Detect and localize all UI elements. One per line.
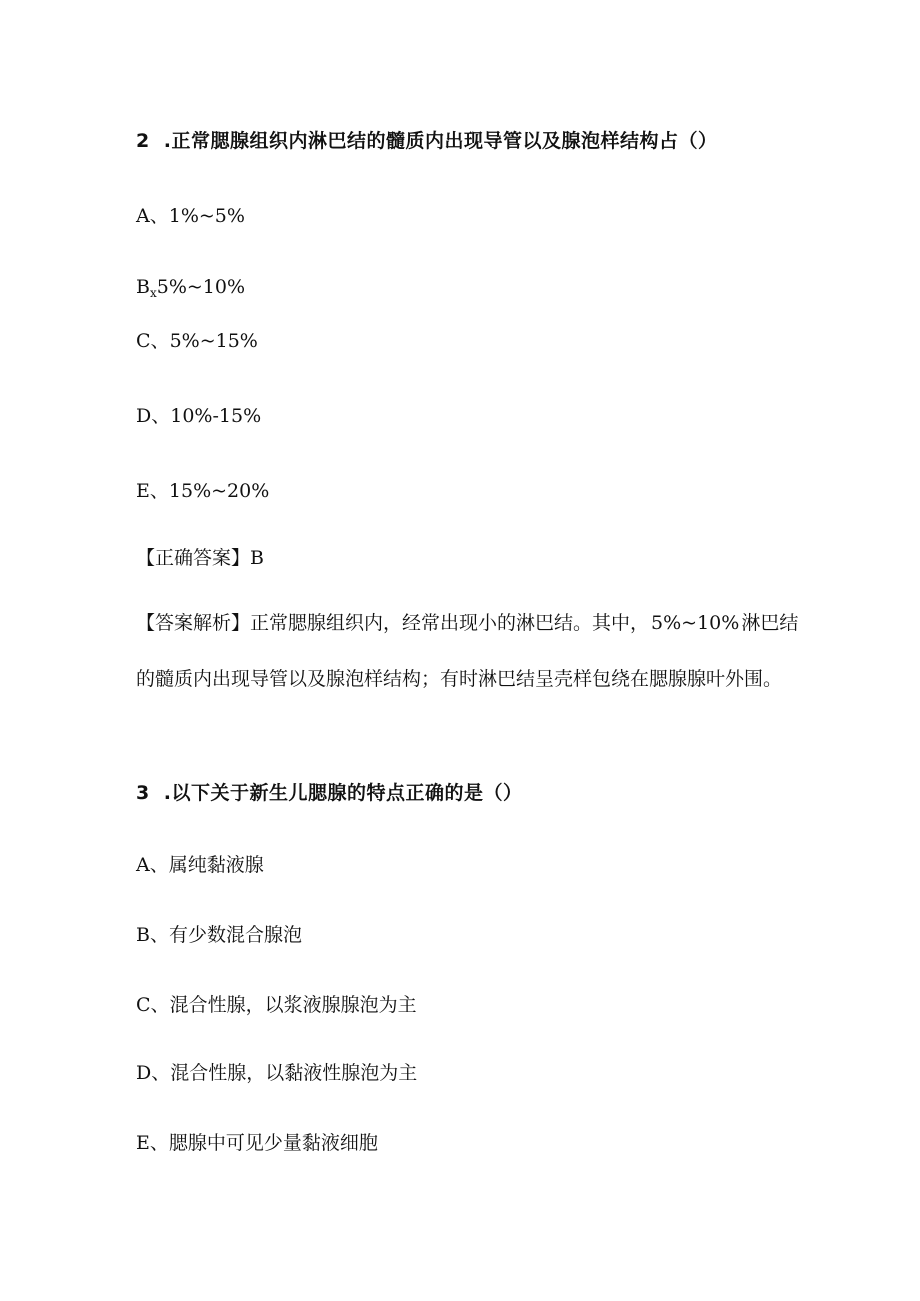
option-letter: E: [136, 1132, 150, 1154]
question-number: 3: [136, 782, 150, 804]
option-text: 5%~15%: [169, 330, 258, 352]
answer-value: B: [250, 547, 264, 569]
option-separator: 、: [151, 405, 171, 427]
q2-option-a[interactable]: [136, 201, 245, 228]
explanation-label: 【答案解析】: [136, 612, 251, 634]
option-text: 15%~20%: [168, 480, 270, 502]
option-letter: A: [136, 205, 150, 227]
explanation-line-1: [136, 595, 798, 651]
question-number: 2: [136, 130, 150, 152]
option-letter: D: [136, 1062, 152, 1084]
option-text: 腮腺中可见少量黏液细胞: [168, 1132, 378, 1154]
option-letter: B: [136, 276, 150, 298]
option-text: 1%~5%: [168, 205, 245, 227]
option-separator: x: [149, 286, 157, 300]
question-3-title: [136, 778, 522, 805]
answer-label: 【正确答案】: [136, 547, 251, 569]
explanation-percent: 5%~10%: [651, 612, 740, 634]
q2-explanation: [136, 595, 798, 707]
option-separator: 、: [150, 330, 170, 352]
q3-option-d[interactable]: [136, 1058, 417, 1085]
option-text: 混合性腺，以浆液腺腺泡为主: [169, 994, 417, 1016]
option-text: 属纯黏液腺: [168, 854, 264, 876]
option-text: 混合性腺，以黏液性腺泡为主: [170, 1062, 418, 1084]
q2-option-b[interactable]: [136, 276, 245, 300]
q3-option-e[interactable]: [136, 1128, 378, 1155]
option-separator: 、: [149, 205, 169, 227]
option-separator: 、: [150, 994, 170, 1016]
q2-correct-answer: [136, 543, 264, 570]
option-letter: C: [136, 330, 151, 352]
option-letter: A: [136, 854, 150, 876]
q3-option-a[interactable]: [136, 850, 264, 877]
option-separator: 、: [151, 1062, 171, 1084]
option-letter: D: [136, 405, 152, 427]
option-letter: C: [136, 994, 151, 1016]
option-letter: B: [136, 924, 150, 946]
q2-option-c[interactable]: [136, 326, 258, 353]
option-separator: 、: [149, 1132, 169, 1154]
option-separator: 、: [149, 480, 169, 502]
option-separator: 、: [149, 924, 169, 946]
option-separator: 、: [149, 854, 169, 876]
question-text: .正常腮腺组织内淋巴结的髓质内出现导管以及腺泡样结构占（）: [163, 130, 718, 152]
option-text: 5%~10%: [156, 276, 246, 298]
explanation-text: 正常腮腺组织内，经常出现小的淋巴结。其中，: [250, 612, 650, 634]
q3-option-c[interactable]: [136, 990, 417, 1017]
q2-option-e[interactable]: [136, 476, 269, 503]
q2-option-d[interactable]: [136, 401, 261, 428]
option-text: 10%-15%: [170, 405, 262, 427]
explanation-text: 淋巴结: [741, 612, 799, 634]
question-2-title: [136, 126, 717, 153]
explanation-line-2: 的髓质内出现导管以及腺泡样结构；有时淋巴结呈壳样包绕在腮腺腺叶外围。: [136, 668, 783, 690]
option-letter: E: [136, 480, 150, 502]
question-text: .以下关于新生儿腮腺的特点正确的是（）: [163, 782, 523, 804]
q3-option-b[interactable]: [136, 920, 302, 947]
option-text: 有少数混合腺泡: [168, 924, 302, 946]
